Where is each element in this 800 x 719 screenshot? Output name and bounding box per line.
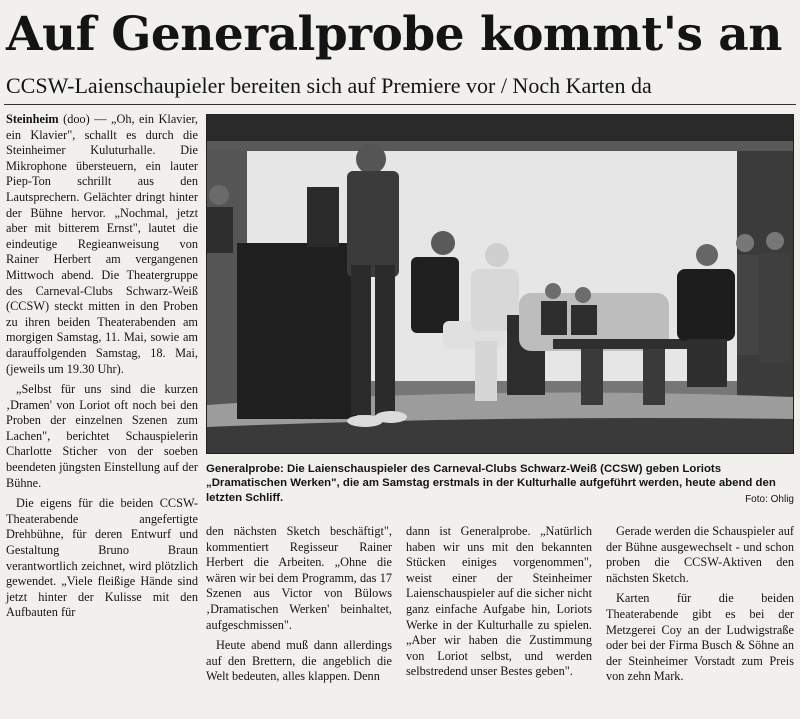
rehearsal-photo [206,114,794,454]
article-paragraph: Gerade werden die Schauspieler auf der Bühne ausgewechselt - und schon proben die CCSW-Aktiven den nächsten Sketch. [606,524,794,585]
article-paragraph: Heute abend muß dann allerdings auf den Brettern, die angeblich die Welt bedeuten, alles klappen. Denn [206,638,392,684]
article-paragraph: Karten für die beiden Theaterabende gibt es bei der Metzgerei Coy an der Ludwigstraße oder bei der Firma Busch & Söhne an der Steinheimer Vorstadt zum Preis von zehn Mark. [606,591,794,684]
article-paragraph [6,112,198,377]
subheadline: CCSW-Laienschaupieler bereiten sich auf Premiere vor / Noch Karten da [6,73,652,98]
paragraph-text: „Oh, ein Klavier, ein Klavier", schallt es durch die Steinheimer Kuluturhalle. Die Mikrophone übersteuern, ein lauter Piep-Ton schrillt aus den Lautsprechern. Gelächter dringt hinter der Bühne hervor. „Nochmal, jetzt aber mit bitterem Ernst", lautet die eindeutige Regieanweisung von Rainer Herbert am vergangenen Mittwoch abend. Die Theatergruppe des Carneval-Clubs Schwarz-Weiß (CCSW) steckt mitten in den Proben zu ihren beiden Theaterabenden am morgigen Samstag, 11. Mai, sowie am darauffolgenden Samstag, 18. Mai, (jeweils um 19.30 Uhr). [6,112,198,376]
byline: (doo) — [63,112,107,126]
photo-credit: Foto: Ohlig [745,494,794,505]
article-column-2 [206,524,392,690]
article-paragraph: den nächsten Sketch beschäftigt", kommentiert Regisseur Rainer Herbert die Arbeiten. „Ohne die wären wir bei dem Programm, das 17 Szenen aus Victor von Bülows ‚Dramatischen Werken' beinhaltet, aufgeschmissen". [206,524,392,632]
article-column-4 [606,524,794,690]
divider [4,104,796,105]
caption-text: Die Laienschauspieler des Carneval-Clubs Schwarz-Weiß (CCSW) geben Loriots „Dramatischen Werken", die am Samstag erstmals in der Kulturhalle aufgeführt werden, heute abend den letzten Schliff. [206,463,776,504]
article-column-1 [6,112,198,626]
article-paragraph: „Selbst für uns sind die kurzen ‚Dramen' von Loriot oft noch bei den Proben der einzelnen Szenen zum Lachen", berichtet Schauspielerin Charlotte Sticher von der soeben beendeten jüngsten Einstellung auf der Bühne. [6,382,198,490]
caption-lead: Generalprobe: [206,463,284,475]
article-column-3 [406,524,592,685]
headline: Auf Generalprobe kommt's an [6,7,782,62]
article-paragraph: Die eigens für die beiden CCSW-Theaterabende angefertigte Drehbühne, für deren Entwurf und Gestaltung Bruno Braun verantwortlich zeichnet, wird plötzlich gewendet. „Viele fleißige Hände sind jetzt hinter der Kulisse mit den Aufbauten für [6,496,198,620]
article-paragraph: dann ist Generalprobe. „Natürlich haben wir uns mit den bekannten Stücken einiges vorgenommen", weist einer der Steinheimer Laienschauspieler auf die sicher nicht ganz einfache Aufgabe hin, Loriots Werke in der Kulturhalle zu spielen. „Aber wir haben die Zustimmung von Loriot selbst, und werden selbstredend unser Bestes geben". [406,524,592,679]
dateline: Steinheim [6,112,59,126]
